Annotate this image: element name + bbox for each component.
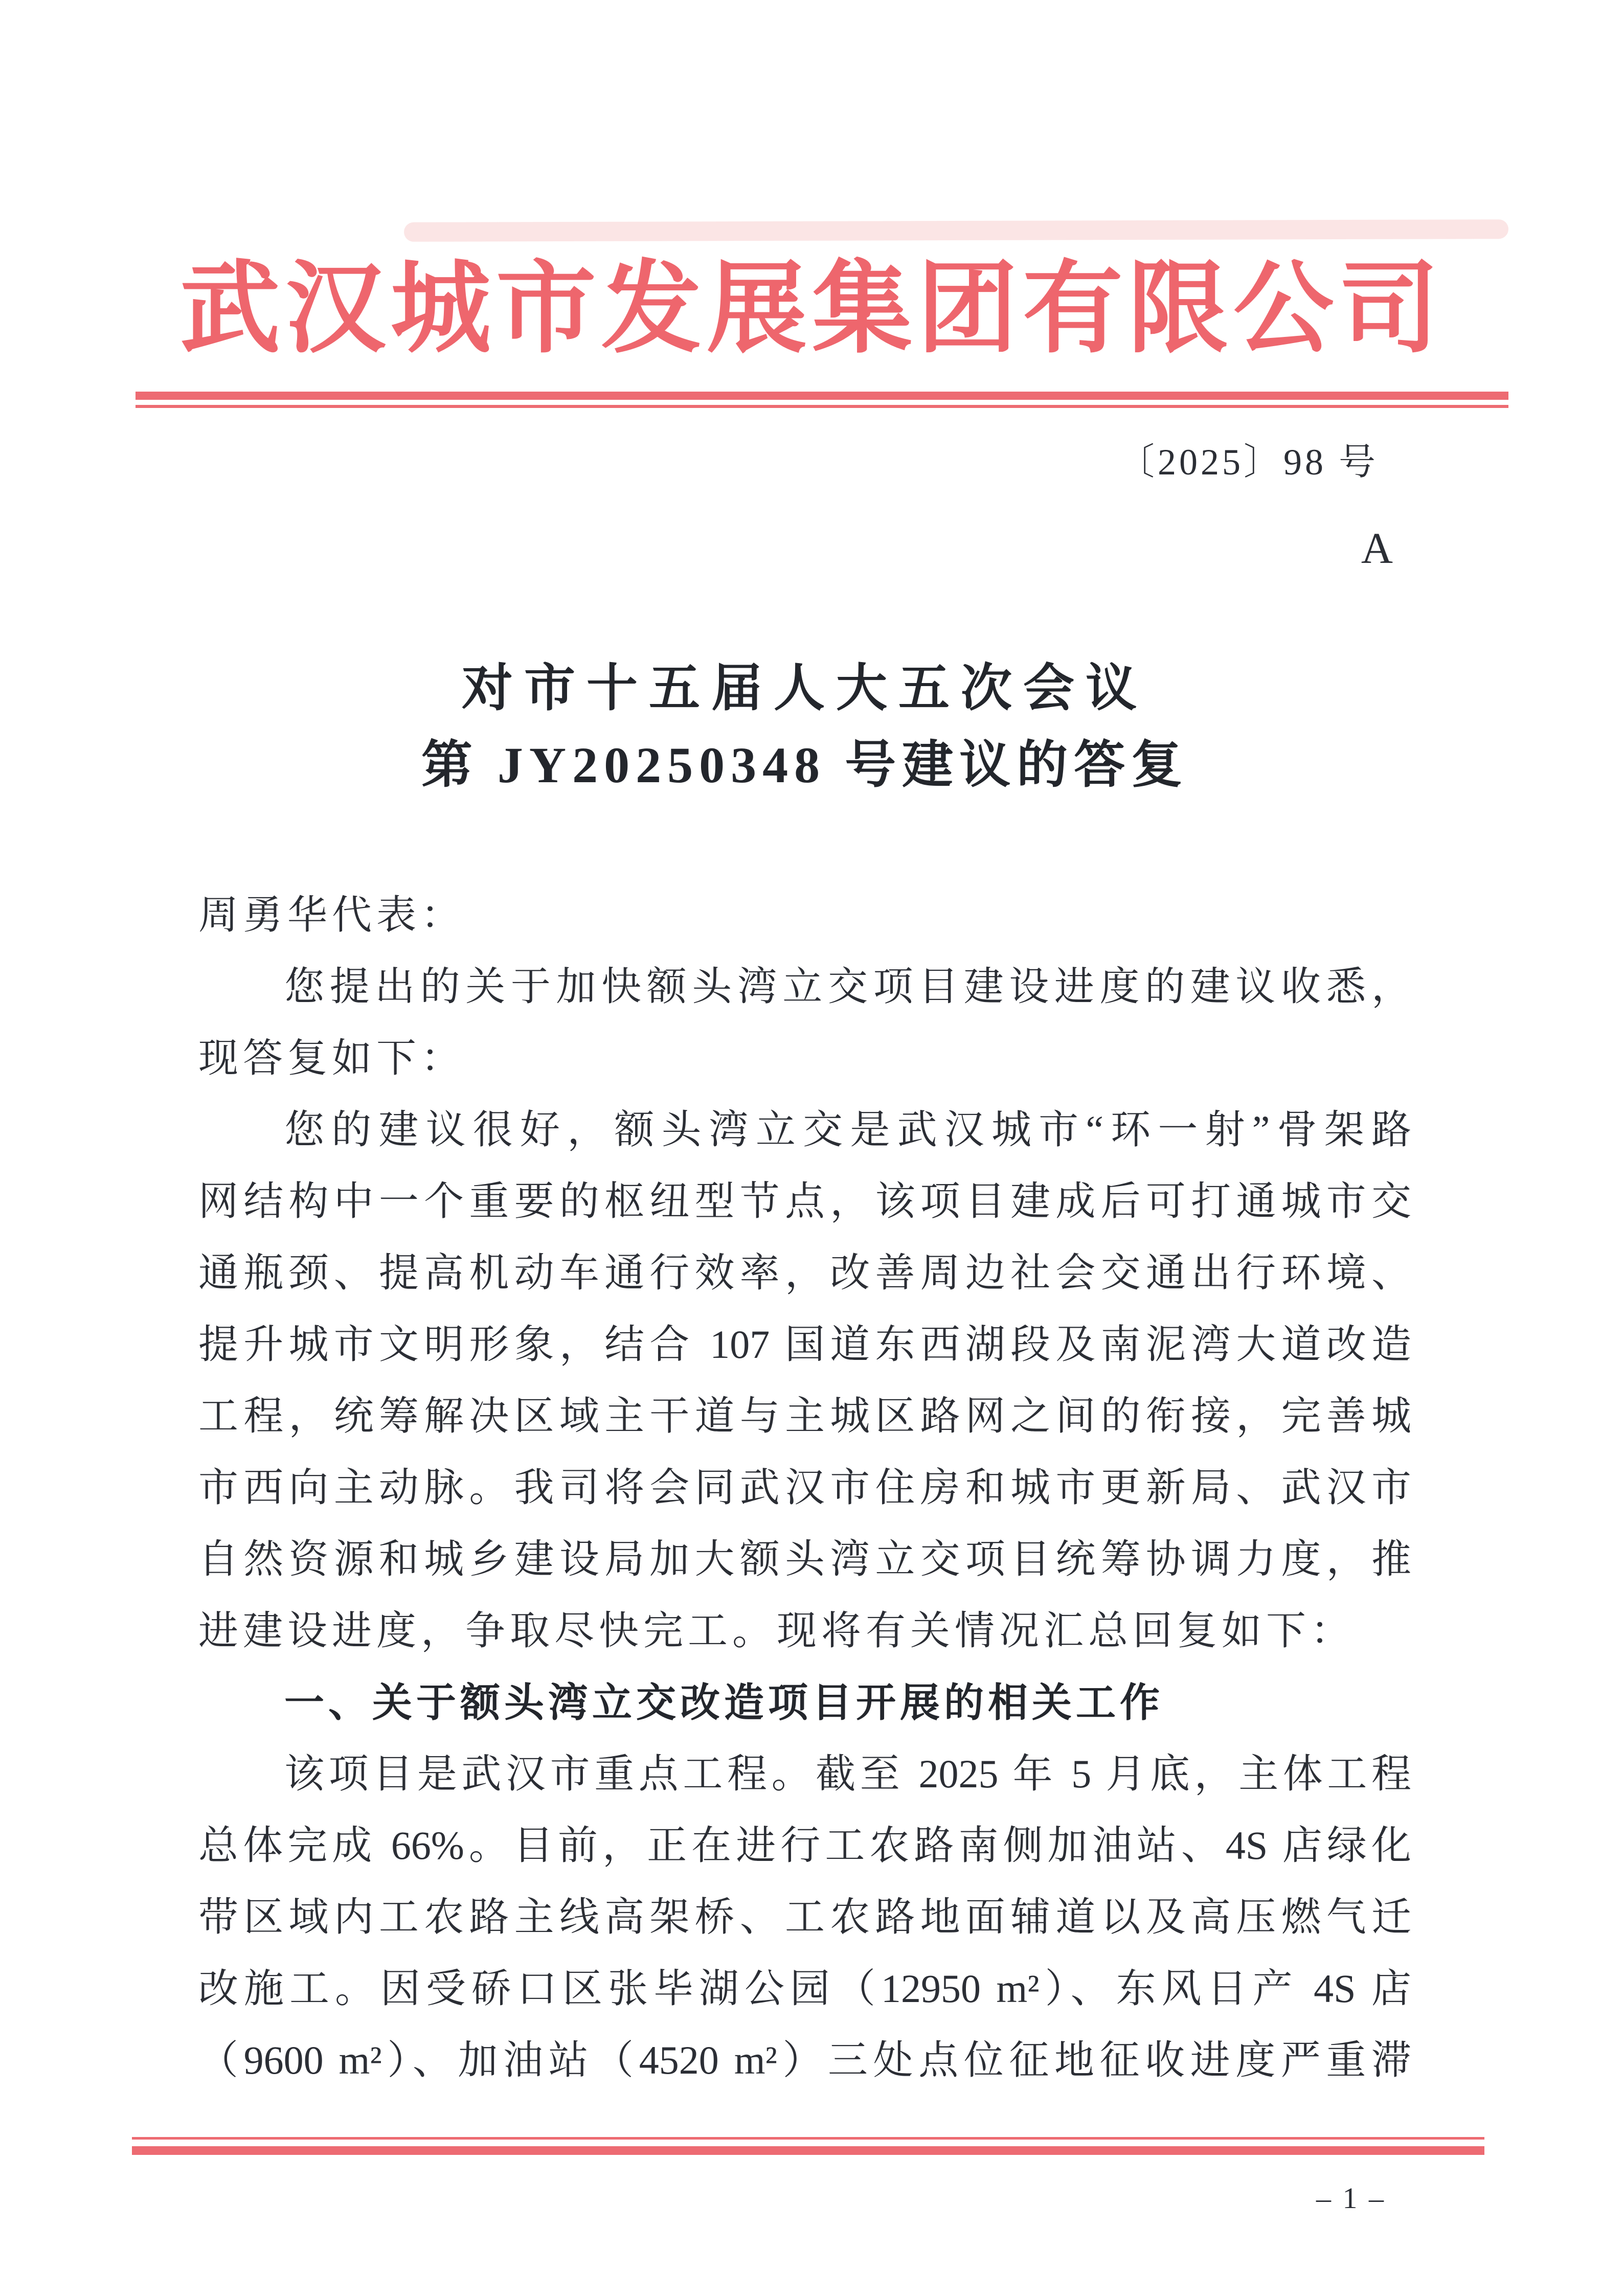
body-line: 通瓶颈、提高机动车通行效率，改善周边社会交通出行环境、 xyxy=(198,1251,1411,1295)
body-line: 改施工。因受硚口区张毕湖公园（12950 m²）、东风日产 4S 店 xyxy=(198,1966,1411,2011)
body-line: 提升城市文明形象，结合 107 国道东西湖段及南泥湾大道改造 xyxy=(198,1322,1411,1367)
header-rule-thick xyxy=(136,392,1508,400)
body-line: 自然资源和城乡建设局加大额头湾立交项目统筹协调力度，推 xyxy=(198,1537,1411,1581)
doc-grade-mark: A xyxy=(1361,524,1393,573)
body-line: 您提出的关于加快额头湾立交项目建设进度的建议收悉， xyxy=(284,964,1411,1009)
page-number: – 1 – xyxy=(1316,2181,1386,2215)
body-line: 进建设进度，争取尽快完工。现将有关情况汇总回复如下： xyxy=(198,1608,1356,1653)
body-line: 您的建议很好，额头湾立交是武汉城市“环一射”骨架路 xyxy=(284,1107,1411,1152)
body-line: 市西向主动脉。我司将会同武汉市住房和城市更新局、武汉市 xyxy=(198,1465,1411,1510)
document-title-line1: 对市十五届人大五次会议 xyxy=(462,660,1148,717)
document-title-line2: 第 JY20250348 号建议的答复 xyxy=(421,737,1189,793)
salutation: 周勇华代表： xyxy=(198,893,466,937)
footer-rule-thin xyxy=(132,2137,1484,2140)
body-line: 该项目是武汉市重点工程。截至 2025 年 5 月底，主体工程 xyxy=(284,1752,1411,1796)
body-line: 带区域内工农路主线高架桥、工农路地面辅道以及高压燃气迁 xyxy=(198,1895,1411,1939)
scan-artifact xyxy=(404,219,1508,242)
document-body xyxy=(198,879,1411,2096)
body-line: 总体完成 66%。目前，正在进行工农路南侧加油站、4S 店绿化 xyxy=(198,1823,1411,1868)
document-title xyxy=(198,650,1411,804)
body-line: 工程，统筹解决区域主干道与主城区路网之间的衔接，完善城 xyxy=(198,1394,1411,1438)
body-line: （9600 m²）、加油站（4520 m²）三处点位征地征收进度严重滞 xyxy=(198,2038,1411,2082)
header-rule-thin xyxy=(136,405,1508,408)
letterhead-title: 武汉城市发展集团有限公司 xyxy=(179,254,1444,365)
doc-number: 〔2025〕98 号 xyxy=(1117,442,1379,483)
body-line: 现答复如下： xyxy=(198,1036,466,1080)
footer-rule-thick xyxy=(132,2146,1484,2155)
section-heading: 一、关于额头湾立交改造项目开展的相关工作 xyxy=(284,1680,1164,1725)
body-line: 网结构中一个重要的枢纽型节点，该项目建成后可打通城市交 xyxy=(198,1179,1411,1223)
